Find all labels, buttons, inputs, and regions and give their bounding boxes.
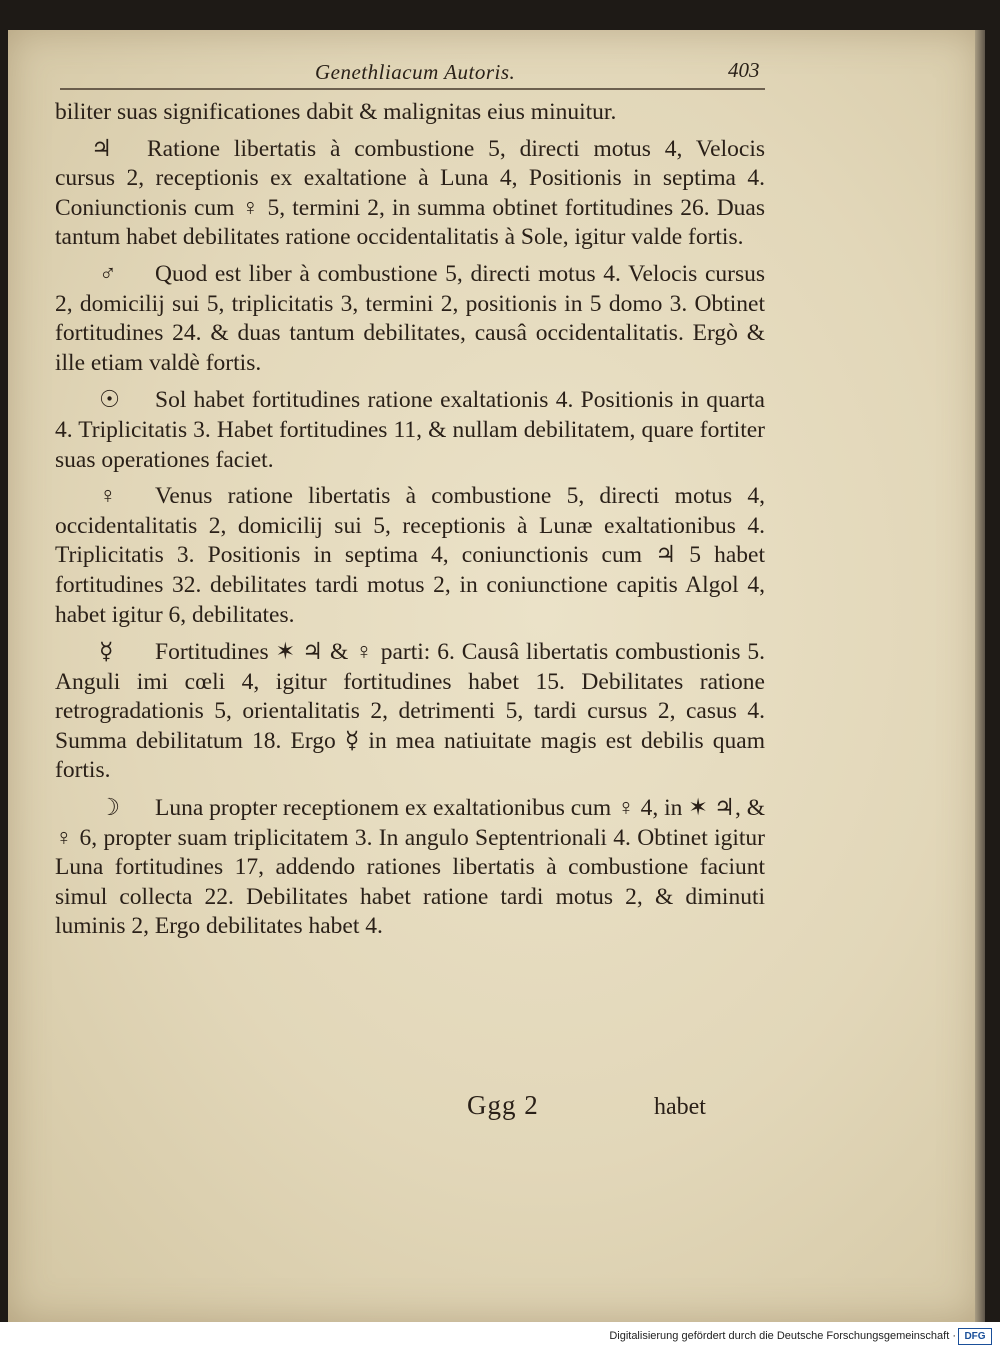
paragraph-text: Ratione libertatis à combustione 5, directi motus 4, Velocis cursus 2, receptionis ex exaltatione à Luna 4, Positionis in septima 4. Coniunctionis cum ♀ 5, termini 2, in summa obtinet fortitudines 26. Duas tantum habet debilitates ratione occidentalitatis à Sole, igitur valde fortis. <box>55 135 765 251</box>
mercury-symbol-icon: ☿ <box>99 639 114 666</box>
dfg-logo-icon: DFG <box>958 1328 992 1345</box>
moon-symbol-icon: ☽ <box>99 795 121 822</box>
paragraph-sun <box>55 386 765 475</box>
paragraph-text: Sol habet fortitudines ratione exaltationis 4. Positionis in quarta 4. Triplicitatis 3. Habet fortitudines 11, & nullam debilitatem, quare fortiter suas operationes faciet. <box>55 387 765 473</box>
paragraph-venus <box>55 482 765 630</box>
paragraph-continuation <box>55 98 765 128</box>
jupiter-symbol-icon: ♃ <box>91 135 113 162</box>
page-header <box>60 58 765 92</box>
credit-bar <box>0 1322 1000 1350</box>
paragraph-moon <box>55 794 765 942</box>
paragraph-text: Fortitudines ✶ ♃ & ♀ parti: 6. Causâ libertatis combustionis 5. Anguli imi cœli 4, igitur fortitudines habet 15. Debilitates ratione retrogradationis 5, orientalitatis 2, detrimenti 5, tardi cursus 2, casus 4. Summa debilitatum 18. Ergo ☿ in mea natiuitate magis est debilis quam fortis. <box>55 639 765 784</box>
paragraph-mars <box>55 260 765 378</box>
sun-symbol-icon: ☉ <box>99 387 121 414</box>
paragraph-text: biliter suas significationes dabit & malignitas eius minuitur. <box>55 99 617 125</box>
paragraph-text: Venus ratione libertatis à combustione 5, directi motus 4, occidentalitatis 2, domicilij sui 5, receptionis à Lunæ exaltationibus 4. Triplicitatis 3. Positionis in septima 4, coniunctionis cum ♃ 5 habet fortitudines 32. debilitates tardi motus 2, in coniunctione capitis Algol 4, habet igitur 6, debilitates. <box>55 483 765 628</box>
paragraph-mercury <box>55 638 765 786</box>
paragraph-text: Quod est liber à combustione 5, directi motus 4. Velocis cursus 2, domicilij sui 5, triplicitatis 3, termini 2, positionis in 5 domo 3. Obtinet fortitudines 24. & duas tantum debilitates, causâ occidentalitatis. Ergò & ille etiam valdè fortis. <box>55 260 765 376</box>
page-number: 403 <box>728 58 760 82</box>
mars-symbol-icon: ♂ <box>99 260 117 287</box>
paragraph-jupiter <box>55 135 765 253</box>
venus-symbol-icon: ♀ <box>99 483 117 510</box>
main-text <box>55 98 765 949</box>
header-rule <box>60 88 765 90</box>
credit-text: Digitalisierung gefördert durch die Deutsche Forschungsgemeinschaft · <box>609 1330 956 1342</box>
catchword: habet <box>654 1094 706 1120</box>
running-head: Genethliacum Autoris. <box>315 60 516 84</box>
page-footer <box>60 1090 765 1130</box>
paragraph-text: Luna propter receptionem ex exaltationibus cum ♀ 4, in ✶ ♃, & ♀ 6, propter suam triplicitatem 3. In angulo Septentrionali 4. Obtinet igitur Luna fortitudines 17, addendo rationes libertatis à combustione faciunt simul collecta 22. Debilitates habet ratione tardi motus 2, & diminuti luminis 2, Ergo debilitates habet 4. <box>55 795 765 940</box>
page-edge <box>975 30 985 1322</box>
signature-mark: Ggg 2 <box>467 1090 539 1120</box>
